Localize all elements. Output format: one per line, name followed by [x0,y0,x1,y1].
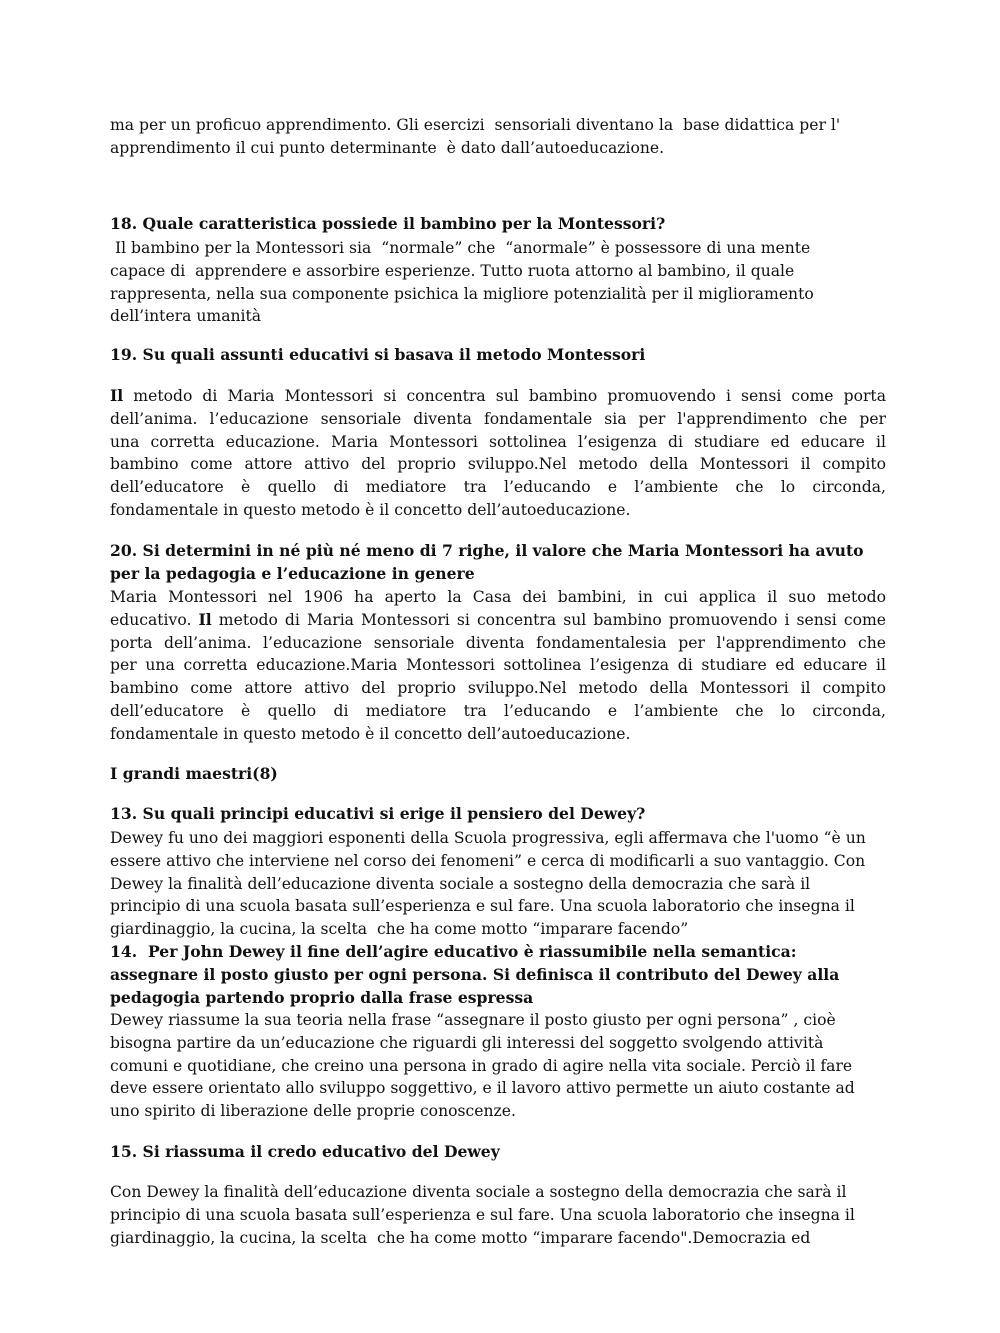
question-19-title: 19. Su quali assunti educativi si basava il metodo Montessori [110,345,646,364]
text-line: comuni e quotidiane, che creino una persona in grado di agire nella vita sociale. Perciò il fare [110,1056,853,1075]
text-line: deve essere orientato allo sviluppo soggettivo, e il lavoro attivo permette un aiuto costante ad [110,1079,855,1098]
text-line: una corretta educazione. Maria Montessori sottolinea l’esigenza di studiare ed educare il [110,432,886,451]
text-line: giardinaggio, la cucina, la scelta che ha come motto “imparare facendo".Democrazia ed [110,1228,811,1247]
text-line: rappresenta, nella sua componente psichica la migliore potenzialità per il miglioramento [110,284,814,303]
intro-paragraph [110,114,886,160]
text-line: bambino come attore attivo del proprio sviluppo.Nel metodo della Montessori il compito [110,679,886,698]
text-line: dell’intera umanità [110,307,262,326]
text-line: apprendimento il cui punto determinante è dato dall’autoeducazione. [110,138,665,157]
answer-13 [110,827,886,941]
bold-word: Il [198,609,212,629]
text-line: bisogna partire da un’educazione che riguardi gli interessi del soggetto svolgendo attività [110,1033,824,1052]
answer-15 [110,1181,886,1249]
question-15-title: 15. Si riassuma il credo educativo del Dewey [110,1142,500,1161]
answer-20 [110,586,886,746]
question-20-title: 20. Si determini in né più né meno di 7 righe, il valore che Maria Montessori ha avuto per la pedagogia e l’educazione in genere [110,541,864,583]
text-line: fondamentale in questo metodo è il concetto dell’autoeducazione. [110,724,631,743]
text-line: capace di apprendere e assorbire esperienze. Tutto ruota attorno al bambino, il quale [110,261,795,280]
text-line: Il bambino per la Montessori sia “normale” che “anormale” è possessore di una mente [110,239,811,257]
answer-18 [110,237,886,328]
text-line: per una corretta educazione.Maria Montessori sottolinea l’esigenza di studiare ed educare il [110,656,886,675]
text-line: bambino come attore attivo del proprio sviluppo.Nel metodo della Montessori il compito [110,455,886,474]
text-line: principio di una scuola basata sull’esperienza e sul fare. Una scuola laboratorio che insegna il [110,897,855,916]
text-line: Dewey riassume la sua teoria nella frase “assegnare il posto giusto per ogni persona” , cioè [110,1011,836,1029]
text-line: essere attivo che interviene nel corso dei fenomeni” e cerca di modificarli a suo vantaggio. Con [110,851,866,870]
text-line: porta dell’anima. l’educazione sensoriale diventa fondamentalesia per l'apprendimento che [110,633,886,652]
text-line: dell’anima. l’educazione sensoriale diventa fondamentale sia per l'apprendimento che per [110,409,886,428]
text-line: Maria Montessori nel 1906 ha aperto la Casa dei bambini, in cui applica il suo metodo [110,588,886,606]
question-13-title: 13. Su quali principi educativi si erige il pensiero del Dewey? [110,804,646,823]
text-line: Dewey fu uno dei maggiori esponenti della Scuola progressiva, egli affermava che l'uomo “è un [110,829,866,847]
answer-14 [110,1009,886,1123]
text-line: dell’educatore è quello di mediatore tra l’educando e l’ambiente che lo circonda, [110,701,886,720]
text-line: principio di una scuola basata sull’esperienza e sul fare. Una scuola laboratorio che insegna il [110,1205,855,1224]
text-line: dell’educatore è quello di mediatore tra l’educando e l’ambiente che lo circonda, [110,478,886,497]
bold-word: Il [110,386,124,405]
text-line: fondamentale in questo metodo è il concetto dell’autoeducazione. [110,500,631,519]
text-line: Dewey la finalità dell’educazione diventa sociale a sostegno della democrazia che sarà il [110,874,811,893]
text-line: Con Dewey la finalità dell’educazione diventa sociale a sostegno della democrazia che sarà il [110,1183,847,1201]
text-line: giardinaggio, la cucina, la scelta che ha come motto “imparare facendo” [110,920,689,939]
text-line: Il metodo di Maria Montessori si concentra sul bambino promuovendo i sensi come porta [110,386,886,405]
section-title: I grandi maestri(8) [110,764,278,783]
answer-19 [110,385,886,522]
text-line: uno spirito di liberazione delle proprie conoscenze. [110,1102,516,1121]
text-line: educativo. Il metodo di Maria Montessori si concentra sul bambino promuovendo i sensi come [110,609,886,629]
question-14-title: 14. Per John Dewey il fine dell’agire educativo è riassumibile nella semantica: assegnare il posto giusto per ogni persona. Si definisca il contributo del Dewey alla pedagogia partendo proprio dalla frase espressa [110,942,840,1007]
text-line: ma per un proficuo apprendimento. Gli esercizi sensoriali diventano la base didattica per l' [110,116,841,134]
question-18-title: 18. Quale caratteristica possiede il bambino per la Montessori? [110,214,666,233]
